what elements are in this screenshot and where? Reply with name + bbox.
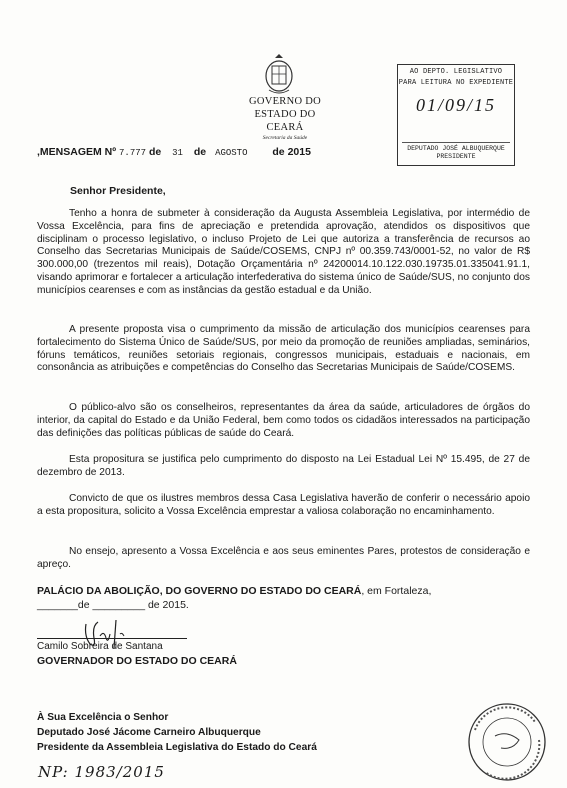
message-day: 31 <box>172 148 183 158</box>
paragraph-4-text: Esta propositura se justifica pelo cumprimento do disposto na Lei Estadual Lei Nº 15.495, de 27 de dezembro de 2013. <box>37 454 530 478</box>
addressee-line-1: À Sua Excelência o Senhor <box>37 712 169 723</box>
paragraph-5 <box>37 493 530 519</box>
stamp-date: 01/09/15 <box>415 95 496 115</box>
paragraph-3-text: O público-alvo são os conselheiros, representantes da área da saúde, articuladores de órgãos do interior, da capital do Estado e da União Federal, bem como todos os cidadãos interessados na participação das definições das políticas públicas de saúde do Ceará. <box>37 402 530 439</box>
message-de-2: de <box>193 146 207 158</box>
addressee-line-3: Presidente da Assembleia Legislativa do Estado do Ceará <box>37 742 317 753</box>
receipt-stamp <box>397 64 515 166</box>
paragraph-1-text: Tenho a honra de submeter à consideração da Augusta Assembleia Legislativa, por intermédio de Vossa Excelência, para fins de apreciação e pretendida aprovação, atendidos os dispositivos que disciplinam o processo legislativo, o incluso Projeto de Lei que autoriza a transferência de recursos ao Conselho das Secretarias Municipais de Saúde/COSEMS, CNPJ nº 00.359.743/0001-52, no valor de R$ 300.000,00 (trezentos mil reais), Dotação Orçamentária nº 24200014.10.122.030.19735.01.335041.91.1, visando aprimorar e fortalecer a articulação interfederativa do sistema único de Saúde/SUS, no conjunto dos municípios cearenses e com as instâncias da gestão estadual e da União. <box>37 208 530 296</box>
addressee-line-2: Deputado José Jácome Carneiro Albuquerque <box>37 727 261 738</box>
gov-line-1: GOVERNO DO <box>248 96 322 107</box>
message-label: ,MENSAGEM Nº <box>37 146 117 158</box>
paragraph-4 <box>37 454 530 480</box>
palace-name: PALÁCIO DA ABOLIÇÃO, DO GOVERNO DO ESTADO DO CEARÁ <box>37 585 362 597</box>
message-number: 7.777 <box>119 148 147 158</box>
stamp-line-1: AO DEPTO. LEGISLATIVO <box>409 68 503 76</box>
closing-date: _______de _________ de 2015. <box>37 599 189 611</box>
paragraph-2-text: A presente proposta visa o cumprimento da missão de articulação dos municípios cearenses para fortalecimento do Sistema Único de Saúde/SUS, por meio da promoção de reuniões ampliadas, seminários, fóruns temáticos, reuniões setoriais regionais, congressos municipais, estaduais e nacionais, em consonância as atribuições e competências do Conselho das Secretarias Municipais de Saúde/COSEMS. <box>37 324 530 374</box>
paragraph-5-text: Convicto de que os ilustres membros dessa Casa Legislativa haverão de conferir o necessário apoio a esta propositura, solicito a Vossa Excelência emprestar a valiosa colaboração no encaminhamento. <box>37 493 530 517</box>
signer-name: Camilo Sobreira de Santana <box>37 641 163 652</box>
paragraph-6 <box>37 546 530 572</box>
paragraph-1 <box>37 208 530 298</box>
gov-line-2: ESTADO DO CEARÁ <box>254 109 316 133</box>
stamp-footer-2: PRESIDENTE <box>436 153 476 160</box>
message-year: 2015 <box>287 146 311 158</box>
message-de-1: de <box>148 146 162 158</box>
signer-title: GOVERNADOR DO ESTADO DO CEARÁ <box>37 655 237 667</box>
gov-line-3: Secretaria da Saúde <box>262 135 308 141</box>
message-month: AGOSTO <box>215 148 248 158</box>
stamp-footer <box>402 142 510 161</box>
coat-of-arms-icon <box>257 52 301 96</box>
closing-place: , em Fortaleza, <box>361 585 432 597</box>
paragraph-6-text: No ensejo, apresento a Vossa Excelência e aos seus eminentes Pares, protestos de consideração e apreço. <box>37 546 530 570</box>
stamp-footer-1: DEPUTADO JOSÉ ALBUQUERQUE <box>407 145 505 152</box>
paragraph-2 <box>37 324 530 375</box>
message-line <box>37 146 311 158</box>
addressee <box>37 710 317 755</box>
government-header <box>235 95 335 142</box>
closing <box>37 584 530 612</box>
handwritten-note: NP: 1983/2015 <box>38 763 165 781</box>
paragraph-3 <box>37 402 530 440</box>
round-stamp-icon <box>465 700 549 784</box>
stamp-line-2: PARA LEITURA NO EXPEDIENTE <box>398 79 514 87</box>
message-de-3: de <box>272 146 285 158</box>
greeting: Senhor Presidente, <box>70 185 166 197</box>
signature-line <box>37 638 187 639</box>
